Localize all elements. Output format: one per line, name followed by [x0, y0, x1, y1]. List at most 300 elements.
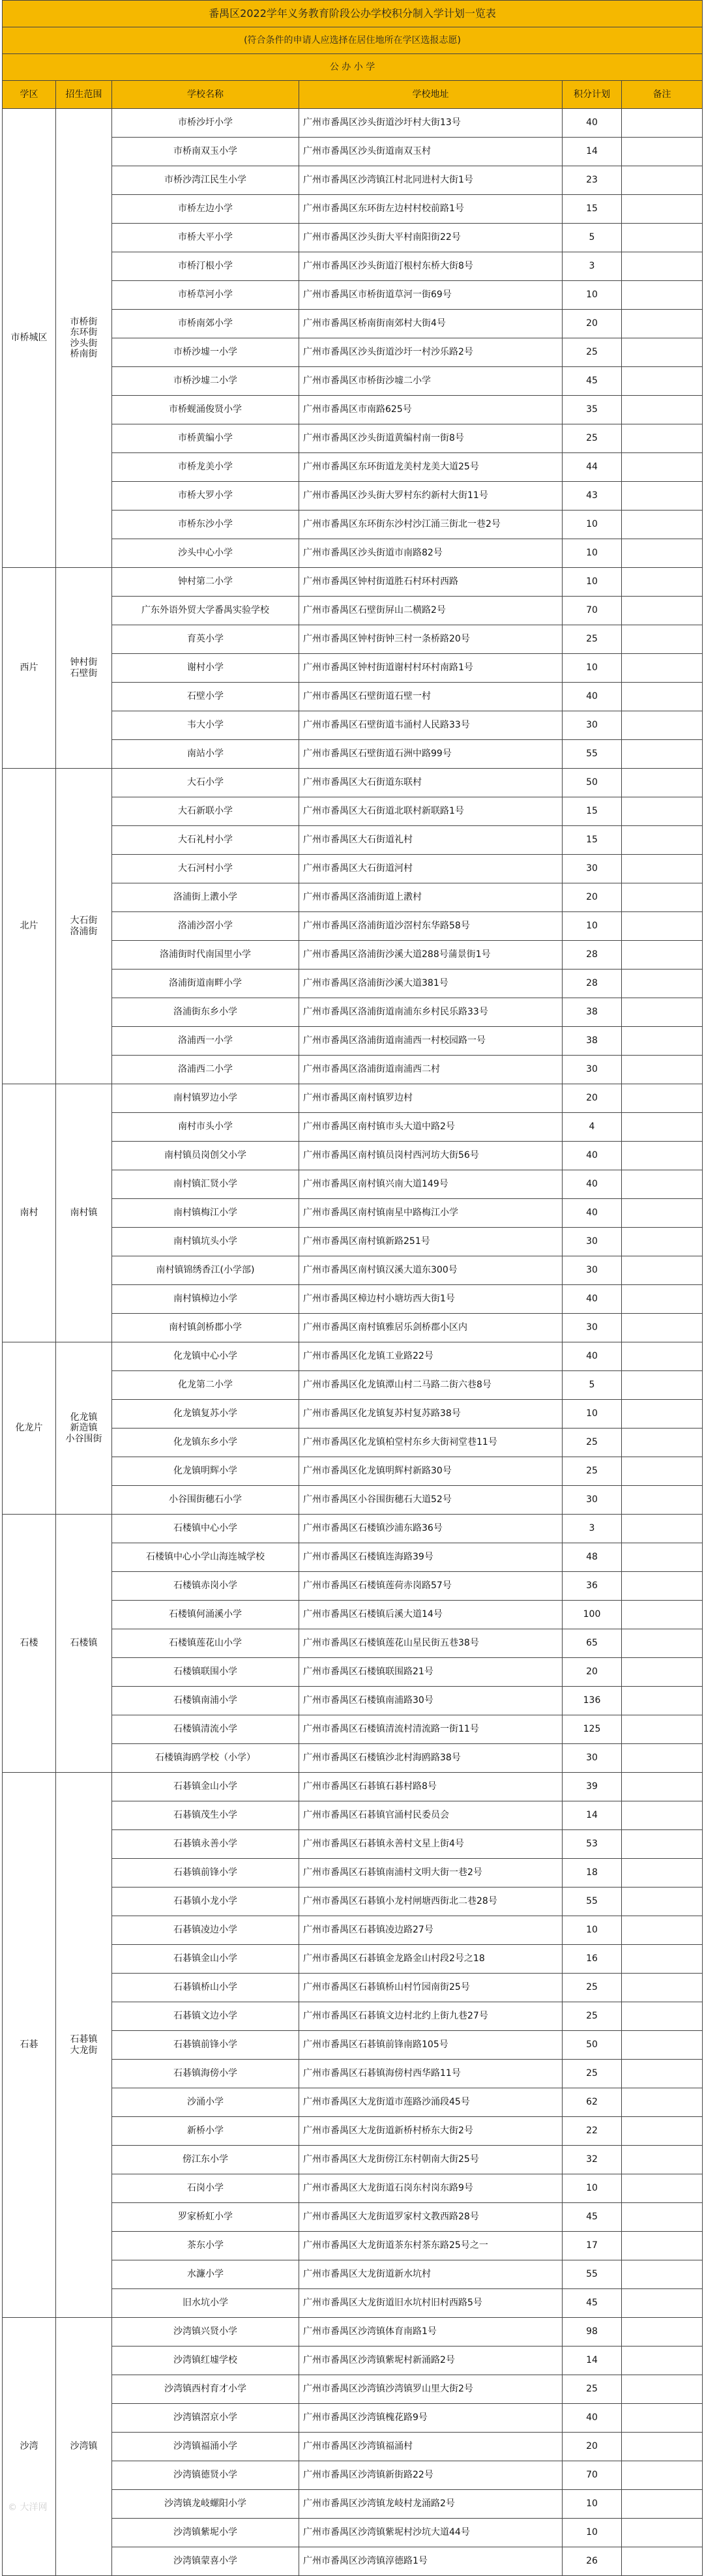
school-name-cell: 沙涌小学 [112, 2088, 299, 2117]
note-cell [622, 1687, 703, 1715]
school-name-cell: 石碁镇前锋小学 [112, 1859, 299, 1888]
school-address-cell: 广州市番禺区市南路625号 [299, 396, 563, 424]
quota-cell: 30 [563, 1056, 622, 1084]
school-name-cell: 沙湾镇兴贤小学 [112, 2318, 299, 2347]
school-name-cell: 旧水坑小学 [112, 2289, 299, 2318]
note-cell [622, 1658, 703, 1687]
school-name-cell: 洛浦沙滘小学 [112, 912, 299, 941]
school-name-cell: 沙头中心小学 [112, 539, 299, 568]
range-cell: 石碁镇 大龙街 [56, 1773, 112, 2318]
school-address-cell: 广州市番禺区大龙街道新桥村桥东大街2号 [299, 2117, 563, 2146]
school-address-cell: 广州市番禺区洛浦街沙溪大道381号 [299, 970, 563, 998]
school-name-cell: 市桥南双玉小学 [112, 138, 299, 166]
quota-cell: 14 [563, 138, 622, 166]
note-cell [622, 1888, 703, 1916]
school-name-cell: 石楼镇何涌溪小学 [112, 1601, 299, 1629]
quota-cell: 45 [563, 2203, 622, 2232]
note-cell [622, 1715, 703, 1744]
note-cell [622, 970, 703, 998]
school-name-cell: 市桥龙美小学 [112, 453, 299, 482]
school-address-cell: 广州市番禺区化龙镇复苏村复苏路38号 [299, 1400, 563, 1429]
school-name-cell: 南村镇汇贤小学 [112, 1170, 299, 1199]
quota-cell: 125 [563, 1715, 622, 1744]
note-cell [622, 883, 703, 912]
note-cell [622, 195, 703, 224]
quota-cell: 26 [563, 2547, 622, 2576]
quota-cell: 30 [563, 1744, 622, 1773]
quota-cell: 30 [563, 855, 622, 883]
note-cell [622, 1084, 703, 1113]
note-cell [622, 1400, 703, 1429]
school-address-cell: 广州市番禺区钟村街钟三村一条桥路20号 [299, 625, 563, 654]
quota-cell: 30 [563, 1228, 622, 1256]
school-address-cell: 广州市番禺区沙湾镇龙岐村龙涌路2号 [299, 2490, 563, 2519]
school-address-cell: 广州市番禺区洛浦街道南浦东乡村民乐路33号 [299, 998, 563, 1027]
quota-cell: 55 [563, 2260, 622, 2289]
quota-cell: 38 [563, 1027, 622, 1056]
school-name-cell: 谢村小学 [112, 654, 299, 683]
page-subtitle: (符合条件的申请人应选择在居住地所在学区选报志愿) [3, 27, 703, 54]
quota-cell: 136 [563, 1687, 622, 1715]
school-address-cell: 广州市番禺区化龙镇明辉村新路30号 [299, 1457, 563, 1486]
school-name-cell: 大石礼村小学 [112, 826, 299, 855]
section-title: 公 办 小 学 [3, 54, 703, 81]
quota-cell: 3 [563, 252, 622, 281]
note-cell [622, 2002, 703, 2031]
table-row [3, 1342, 703, 1371]
quota-cell: 25 [563, 1974, 622, 2002]
school-address-cell: 广州市番禺区沙湾镇江村北同进村大街1号 [299, 166, 563, 195]
school-address-cell: 广州市番禺区大龙街道茶东村茶东路25号之一 [299, 2232, 563, 2260]
title-row [3, 1, 703, 27]
note-cell [622, 1945, 703, 1974]
range-cell: 大石街 洛浦街 [56, 769, 112, 1084]
school-address-cell: 广州市番禺区洛浦街道南浦西二村 [299, 1056, 563, 1084]
school-name-cell: 化龙第二小学 [112, 1371, 299, 1400]
school-address-cell: 广州市番禺区沙头街道市南路82号 [299, 539, 563, 568]
note-cell [622, 482, 703, 511]
school-address-cell: 广州市番禺区沙湾镇福涌村 [299, 2433, 563, 2461]
note-cell [622, 941, 703, 970]
school-name-cell: 南村镇坑头小学 [112, 1228, 299, 1256]
school-name-cell: 石楼镇赤岗小学 [112, 1572, 299, 1601]
table-row [3, 2318, 703, 2347]
school-name-cell: 市桥黄编小学 [112, 424, 299, 453]
school-name-cell: 罗家桥虹小学 [112, 2203, 299, 2232]
quota-cell: 45 [563, 2289, 622, 2318]
school-address-cell: 广州市番禺区东环街左边村村校前路1号 [299, 195, 563, 224]
note-cell [622, 998, 703, 1027]
quota-cell: 35 [563, 396, 622, 424]
school-address-cell: 广州市番禺区大龙街傍江东村朝南大街25号 [299, 2146, 563, 2174]
note-cell [622, 281, 703, 310]
note-cell [622, 2318, 703, 2347]
school-address-cell: 广州市番禺区沙头街道沙圩一村沙乐路2号 [299, 338, 563, 367]
school-name-cell: 市桥左边小学 [112, 195, 299, 224]
table-row [3, 1515, 703, 1543]
school-address-cell: 广州市番禺区化龙镇柏堂村东乡大街祠堂巷11号 [299, 1429, 563, 1457]
col-header-school: 学校名称 [112, 81, 299, 109]
quota-cell: 25 [563, 1429, 622, 1457]
table-row [3, 769, 703, 797]
table-row [3, 1084, 703, 1113]
school-name-cell: 广东外语外贸大学番禺实验学校 [112, 597, 299, 625]
school-name-cell: 洛浦街时代南国里小学 [112, 941, 299, 970]
quota-cell: 20 [563, 1658, 622, 1687]
quota-cell: 50 [563, 769, 622, 797]
quota-cell: 30 [563, 711, 622, 740]
school-name-cell: 市桥沙墟二小学 [112, 367, 299, 396]
note-cell [622, 1142, 703, 1170]
school-name-cell: 石楼镇清流小学 [112, 1715, 299, 1744]
school-name-cell: 韦大小学 [112, 711, 299, 740]
school-name-cell: 南村镇锦绣香江(小学部) [112, 1256, 299, 1285]
school-name-cell: 市桥大罗小学 [112, 482, 299, 511]
school-name-cell: 市桥汀根小学 [112, 252, 299, 281]
school-name-cell: 南村镇樟边小学 [112, 1285, 299, 1314]
quota-cell: 25 [563, 338, 622, 367]
quota-cell: 20 [563, 1084, 622, 1113]
school-address-cell: 广州市番禺区市桥街道草河一街69号 [299, 281, 563, 310]
school-name-cell: 傍江东小学 [112, 2146, 299, 2174]
school-address-cell: 广州市番禺区石碁镇永善村文星上街4号 [299, 1830, 563, 1859]
school-address-cell: 广州市番禺区钟村街道胜石村环村西路 [299, 568, 563, 597]
quota-cell: 22 [563, 2117, 622, 2146]
school-name-cell: 石碁镇金山小学 [112, 1773, 299, 1801]
school-name-cell: 洛浦街上漖小学 [112, 883, 299, 912]
note-cell [622, 1027, 703, 1056]
quota-cell: 40 [563, 1342, 622, 1371]
school-address-cell: 广州市番禺区东环街东沙村沙江涌三街北一巷2号 [299, 511, 563, 539]
quota-cell: 20 [563, 2433, 622, 2461]
school-address-cell: 广州市番禺区石碁镇官涌村民委员会 [299, 1801, 563, 1830]
district-cell: 石楼 [3, 1515, 56, 1773]
school-name-cell: 石楼镇联围小学 [112, 1658, 299, 1687]
note-cell [622, 1256, 703, 1285]
quota-cell: 10 [563, 281, 622, 310]
quota-cell: 15 [563, 195, 622, 224]
school-name-cell: 南村市头小学 [112, 1113, 299, 1142]
school-name-cell: 石岗小学 [112, 2174, 299, 2203]
school-name-cell: 南村镇剑桥郡小学 [112, 1314, 299, 1342]
note-cell [622, 1429, 703, 1457]
note-cell [622, 1056, 703, 1084]
quota-cell: 15 [563, 797, 622, 826]
quota-cell: 10 [563, 654, 622, 683]
school-name-cell: 石楼镇南浦小学 [112, 1687, 299, 1715]
school-name-cell: 洛浦街东乡小学 [112, 998, 299, 1027]
school-name-cell: 育英小学 [112, 625, 299, 654]
note-cell [622, 568, 703, 597]
school-name-cell: 沙湾镇龙岐螺阳小学 [112, 2490, 299, 2519]
quota-cell: 32 [563, 2146, 622, 2174]
school-address-cell: 广州市番禺区市桥街沙墟二小学 [299, 367, 563, 396]
school-address-cell: 广州市番禺区石壁街屏山二横路2号 [299, 597, 563, 625]
quota-cell: 70 [563, 2461, 622, 2490]
school-name-cell: 市桥大平小学 [112, 224, 299, 252]
school-address-cell: 广州市番禺区南村镇雅居乐剑桥郡小区内 [299, 1314, 563, 1342]
note-cell [622, 654, 703, 683]
quota-cell: 40 [563, 1142, 622, 1170]
note-cell [622, 138, 703, 166]
note-cell [622, 597, 703, 625]
quota-cell: 40 [563, 683, 622, 711]
school-address-cell: 广州市番禺区南村镇汉溪大道东300号 [299, 1256, 563, 1285]
note-cell [622, 252, 703, 281]
note-cell [622, 1371, 703, 1400]
school-address-cell: 广州市番禺区沙头街道沙圩村大街13号 [299, 109, 563, 138]
quota-cell: 38 [563, 998, 622, 1027]
quota-cell: 28 [563, 970, 622, 998]
school-name-cell: 新桥小学 [112, 2117, 299, 2146]
note-cell [622, 2547, 703, 2576]
note-cell [622, 424, 703, 453]
quota-cell: 18 [563, 1859, 622, 1888]
school-name-cell: 市桥东沙小学 [112, 511, 299, 539]
column-header-row [3, 81, 703, 109]
note-cell [622, 2060, 703, 2088]
quota-cell: 25 [563, 2002, 622, 2031]
note-cell [622, 453, 703, 482]
quota-cell: 62 [563, 2088, 622, 2117]
school-name-cell: 洛浦街道南畔小学 [112, 970, 299, 998]
school-name-cell: 沙湾镇红墟学校 [112, 2347, 299, 2375]
note-cell [622, 310, 703, 338]
school-address-cell: 广州市番禺区洛浦街沙溪大道288号蒲景街1号 [299, 941, 563, 970]
note-cell [622, 625, 703, 654]
school-name-cell: 沙湾镇西村育才小学 [112, 2375, 299, 2404]
quota-cell: 28 [563, 941, 622, 970]
note-cell [622, 740, 703, 769]
school-address-cell: 广州市番禺区石楼镇南浦路30号 [299, 1687, 563, 1715]
quota-cell: 10 [563, 1916, 622, 1945]
quota-cell: 14 [563, 2347, 622, 2375]
quota-cell: 10 [563, 539, 622, 568]
note-cell [622, 1314, 703, 1342]
note-cell [622, 1773, 703, 1801]
school-name-cell: 沙湾镇蒙喜小学 [112, 2547, 299, 2576]
table-row [3, 568, 703, 597]
subtitle-row [3, 27, 703, 54]
district-cell: 石碁 [3, 1773, 56, 2318]
school-name-cell: 大石新联小学 [112, 797, 299, 826]
school-name-cell: 石碁镇金山小学 [112, 1945, 299, 1974]
quota-cell: 10 [563, 2490, 622, 2519]
school-address-cell: 广州市番禺区石楼镇沙北村海鸥路38号 [299, 1744, 563, 1773]
page-title: 番禺区2022学年义务教育阶段公办学校积分制入学计划一览表 [3, 1, 703, 27]
school-name-cell: 沙湾镇紫坭小学 [112, 2519, 299, 2547]
school-address-cell: 广州市番禺区沙头街大罗村东约新村大街11号 [299, 482, 563, 511]
school-address-cell: 广州市番禺区沙湾镇体育南路1号 [299, 2318, 563, 2347]
school-name-cell: 市桥南郊小学 [112, 310, 299, 338]
quota-cell: 44 [563, 453, 622, 482]
note-cell [622, 1916, 703, 1945]
note-cell [622, 2375, 703, 2404]
school-address-cell: 广州市番禺区洛浦街道南浦西一村校园路一号 [299, 1027, 563, 1056]
school-name-cell: 石碁镇小龙小学 [112, 1888, 299, 1916]
quota-cell: 48 [563, 1543, 622, 1572]
district-cell: 市桥城区 [3, 109, 56, 568]
school-address-cell: 广州市番禺区南村镇员岗村西河坊大街56号 [299, 1142, 563, 1170]
note-cell [622, 1859, 703, 1888]
range-cell: 化龙镇 新造镇 小谷围街 [56, 1342, 112, 1515]
quota-cell: 50 [563, 2031, 622, 2060]
school-name-cell: 市桥沙湾江民生小学 [112, 166, 299, 195]
school-address-cell: 广州市番禺区石碁镇海傍村西华路11号 [299, 2060, 563, 2088]
quota-cell: 40 [563, 1285, 622, 1314]
quota-cell: 23 [563, 166, 622, 195]
school-name-cell: 洛浦西一小学 [112, 1027, 299, 1056]
school-address-cell: 广州市番禺区石楼镇沙浦东路36号 [299, 1515, 563, 1543]
school-name-cell: 南村镇梅江小学 [112, 1199, 299, 1228]
note-cell [622, 1170, 703, 1199]
school-address-cell: 广州市番禺区石楼镇连海路39号 [299, 1543, 563, 1572]
school-address-cell: 广州市番禺区大石街道河村 [299, 855, 563, 883]
quota-cell: 25 [563, 424, 622, 453]
school-address-cell: 广州市番禺区钟村街道谢村村环村南路1号 [299, 654, 563, 683]
school-address-cell: 广州市番禺区大龙街道市莲路沙涌段45号 [299, 2088, 563, 2117]
note-cell [622, 1830, 703, 1859]
quota-cell: 40 [563, 2404, 622, 2433]
school-name-cell: 茶东小学 [112, 2232, 299, 2260]
note-cell [622, 797, 703, 826]
school-address-cell: 广州市番禺区沙头街道南双玉村 [299, 138, 563, 166]
note-cell [622, 2117, 703, 2146]
school-address-cell: 广州市番禺区东环街道龙美村龙美大道25号 [299, 453, 563, 482]
quota-cell: 5 [563, 1371, 622, 1400]
district-cell: 北片 [3, 769, 56, 1084]
quota-cell: 53 [563, 1830, 622, 1859]
quota-cell: 15 [563, 826, 622, 855]
school-address-cell: 广州市番禺区桥南街南郊村大街4号 [299, 310, 563, 338]
note-cell [622, 1801, 703, 1830]
quota-cell: 43 [563, 482, 622, 511]
school-name-cell: 市桥沙圩小学 [112, 109, 299, 138]
school-name-cell: 化龙镇东乡小学 [112, 1429, 299, 1457]
school-name-cell: 洛浦西二小学 [112, 1056, 299, 1084]
quota-cell: 55 [563, 1888, 622, 1916]
school-name-cell: 钟村第二小学 [112, 568, 299, 597]
school-name-cell: 石碁镇前锋小学 [112, 2031, 299, 2060]
note-cell [622, 224, 703, 252]
quota-cell: 10 [563, 511, 622, 539]
school-name-cell: 沙湾镇滘京小学 [112, 2404, 299, 2433]
school-address-cell: 广州市番禺区石碁镇金龙路金山村段2号之18 [299, 1945, 563, 1974]
school-name-cell: 石碁镇文边小学 [112, 2002, 299, 2031]
note-cell [622, 1515, 703, 1543]
school-name-cell: 化龙镇明辉小学 [112, 1457, 299, 1486]
school-address-cell: 广州市番禺区石壁街道石洲中路99号 [299, 740, 563, 769]
school-address-cell: 广州市番禺区石碁镇桥山村竹园南街25号 [299, 1974, 563, 2002]
quota-cell: 70 [563, 597, 622, 625]
school-address-cell: 广州市番禺区石楼镇联围路21号 [299, 1658, 563, 1687]
quota-cell: 20 [563, 883, 622, 912]
note-cell [622, 711, 703, 740]
school-address-cell: 广州市番禺区化龙镇潭山村二马路二街六巷8号 [299, 1371, 563, 1400]
school-name-cell: 南村镇员岗创父小学 [112, 1142, 299, 1170]
note-cell [622, 855, 703, 883]
note-cell [622, 1974, 703, 2002]
school-address-cell: 广州市番禺区沙湾镇紫坭村新涌路2号 [299, 2347, 563, 2375]
note-cell [622, 2404, 703, 2433]
note-cell [622, 2433, 703, 2461]
school-name-cell: 大石小学 [112, 769, 299, 797]
school-name-cell: 石碁镇永善小学 [112, 1830, 299, 1859]
school-address-cell: 广州市番禺区石壁街道石壁一村 [299, 683, 563, 711]
quota-cell: 30 [563, 1486, 622, 1515]
quota-cell: 14 [563, 1801, 622, 1830]
range-cell: 石楼镇 [56, 1515, 112, 1773]
school-name-cell: 石碁镇凌边小学 [112, 1916, 299, 1945]
school-address-cell: 广州市番禺区沙湾镇紫坭村沙坑大道44号 [299, 2519, 563, 2547]
school-address-cell: 广州市番禺区南村镇兴南大道149号 [299, 1170, 563, 1199]
school-address-cell: 广州市番禺区石楼镇莲花山星民街五巷38号 [299, 1629, 563, 1658]
note-cell [622, 338, 703, 367]
quota-cell: 10 [563, 2519, 622, 2547]
quota-cell: 17 [563, 2232, 622, 2260]
school-address-cell: 广州市番禺区大龙街道罗家村文教西路28号 [299, 2203, 563, 2232]
school-name-cell: 石楼镇中心小学山海连城学校 [112, 1543, 299, 1572]
school-name-cell: 小谷围街穗石小学 [112, 1486, 299, 1515]
school-name-cell: 沙湾镇福涌小学 [112, 2433, 299, 2461]
district-cell: 化龙片 [3, 1342, 56, 1515]
school-address-cell: 广州市番禺区小谷围街穗石大道52号 [299, 1486, 563, 1515]
school-name-cell: 石碁镇桥山小学 [112, 1974, 299, 2002]
quota-cell: 36 [563, 1572, 622, 1601]
col-header-range: 招生范围 [56, 81, 112, 109]
school-name-cell: 大石河村小学 [112, 855, 299, 883]
note-cell [622, 2519, 703, 2547]
col-header-address: 学校地址 [299, 81, 563, 109]
note-cell [622, 2232, 703, 2260]
quota-cell: 30 [563, 1314, 622, 1342]
school-name-cell: 石壁小学 [112, 683, 299, 711]
school-name-cell: 沙湾镇德贤小学 [112, 2461, 299, 2490]
watermark: © 大洋网 [8, 2502, 48, 2513]
school-address-cell: 广州市番禺区石碁镇石碁村路8号 [299, 1773, 563, 1801]
note-cell [622, 2031, 703, 2060]
school-name-cell: 水濂小学 [112, 2260, 299, 2289]
note-cell [622, 1601, 703, 1629]
quota-cell: 10 [563, 2174, 622, 2203]
school-address-cell: 广州市番禺区洛浦街道上漖村 [299, 883, 563, 912]
note-cell [622, 1228, 703, 1256]
quota-cell: 5 [563, 224, 622, 252]
range-cell: 南村镇 [56, 1084, 112, 1342]
col-header-quota: 积分计划 [563, 81, 622, 109]
col-header-district: 学区 [3, 81, 56, 109]
quota-cell: 10 [563, 568, 622, 597]
school-address-cell: 广州市番禺区沙头街大平村南阳街22号 [299, 224, 563, 252]
quota-cell: 100 [563, 1601, 622, 1629]
school-address-cell: 广州市番禺区大龙街道旧水坑村旧村西路5号 [299, 2289, 563, 2318]
school-address-cell: 广州市番禺区南村镇南星中路梅江小学 [299, 1199, 563, 1228]
school-address-cell: 广州市番禺区大石街道礼村 [299, 826, 563, 855]
quota-cell: 25 [563, 2375, 622, 2404]
note-cell [622, 109, 703, 138]
note-cell [622, 1572, 703, 1601]
quota-cell: 4 [563, 1113, 622, 1142]
school-address-cell: 广州市番禺区大石街道北联村新联路1号 [299, 797, 563, 826]
note-cell [622, 769, 703, 797]
school-address-cell: 广州市番禺区沙湾镇淳德路1号 [299, 2547, 563, 2576]
quota-cell: 40 [563, 1199, 622, 1228]
quota-cell: 25 [563, 1457, 622, 1486]
school-name-cell: 石楼镇海鸥学校（小学） [112, 1744, 299, 1773]
note-cell [622, 2461, 703, 2490]
quota-cell: 30 [563, 1256, 622, 1285]
note-cell [622, 2260, 703, 2289]
